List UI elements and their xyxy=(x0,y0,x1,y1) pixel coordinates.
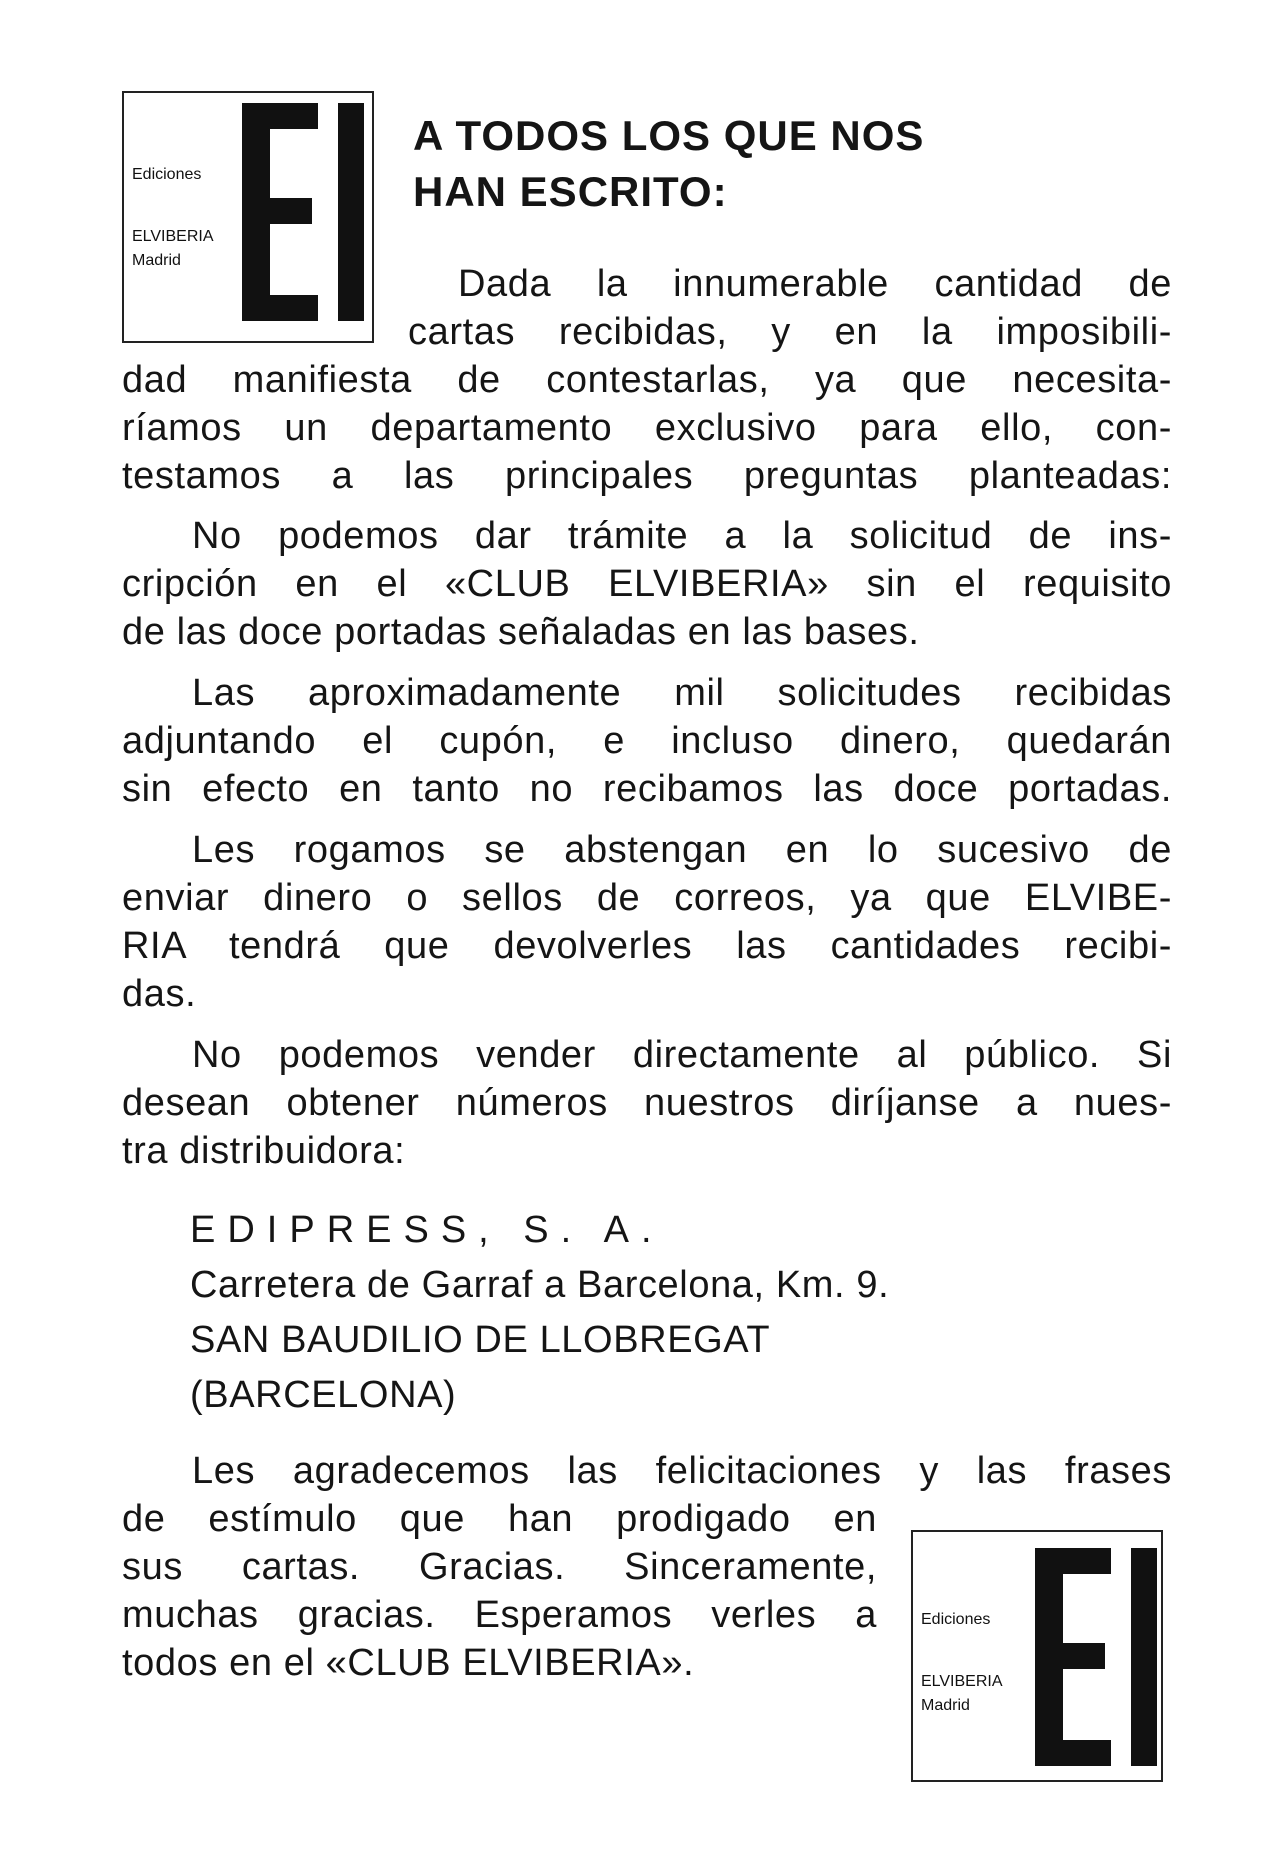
intro-paragraph xyxy=(122,260,1172,500)
sales-paragraph xyxy=(122,1031,1172,1175)
paragraph-line: enviar dinero o sellos de correos, ya que ELVIBE- xyxy=(122,877,1172,919)
paragraph-line: cripción en el «CLUB ELVIBERIA» sin el requisito xyxy=(122,563,1172,605)
paragraph-line: das. xyxy=(122,973,197,1015)
logo-label-elviberia: ELVIBERIA xyxy=(132,228,214,245)
paragraph-line: Las aproximadamente mil solicitudes recibidas xyxy=(192,672,1172,714)
intro-line: cartas recibidas, y en la imposibili- xyxy=(408,311,1172,353)
el-logo-mark-icon xyxy=(1035,1548,1157,1766)
logo-label-ediciones: Ediciones xyxy=(132,166,202,183)
paragraph-line: No podemos vender directamente al público. Si xyxy=(192,1034,1172,1076)
paragraph-line: adjuntando el cupón, e incluso dinero, quedarán xyxy=(122,720,1172,762)
paragraph-line: tra distribuidora: xyxy=(122,1130,406,1172)
paragraph-line: desean obtener números nuestros diríjanse a nues- xyxy=(122,1082,1172,1124)
address-street: Carretera de Garraf a Barcelona, Km. 9. xyxy=(190,1264,890,1306)
intro-line: Dada la innumerable cantidad de xyxy=(458,263,1172,305)
paragraph-line: Les rogamos se abstengan en lo sucesivo de xyxy=(192,829,1172,871)
requests-paragraph xyxy=(122,669,1172,813)
intro-line: ríamos un departamento exclusivo para ello, con- xyxy=(122,407,1172,449)
logo-label-madrid: Madrid xyxy=(132,252,181,269)
paragraph-line: sus cartas. Gracias. Sinceramente, xyxy=(122,1546,877,1588)
money-paragraph xyxy=(122,826,1172,1018)
address-company: EDIPRESS, S. A. xyxy=(190,1209,664,1251)
logo-label-ediciones: Ediciones xyxy=(921,1611,991,1628)
publisher-logo-bottom xyxy=(911,1530,1163,1782)
address-province: (BARCELONA) xyxy=(190,1374,457,1416)
logo-label-elviberia: ELVIBERIA xyxy=(921,1673,1003,1690)
paragraph-line: Les agradecemos las felicitaciones y las frases xyxy=(192,1450,1172,1492)
logo-label-madrid: Madrid xyxy=(921,1697,970,1714)
distributor-address xyxy=(190,1203,889,1423)
title-line-2: HAN ESCRITO: xyxy=(413,168,728,215)
paragraph-line: No podemos dar trámite a la solicitud de ins- xyxy=(192,515,1172,557)
page-title xyxy=(413,108,924,220)
paragraph-line: muchas gracias. Esperamos verles a xyxy=(122,1594,877,1636)
paragraph-line: RIA tendrá que devolverles las cantidades recibi- xyxy=(122,925,1172,967)
title-line-1: A TODOS LOS QUE NOS xyxy=(413,112,925,159)
intro-line: dad manifiesta de contestarlas, ya que necesita- xyxy=(122,359,1172,401)
paragraph-line: de estímulo que han prodigado en xyxy=(122,1498,877,1540)
paragraph-line: de las doce portadas señaladas en las bases. xyxy=(122,611,920,653)
inscription-paragraph xyxy=(122,512,1172,656)
address-city: SAN BAUDILIO DE LLOBREGAT xyxy=(190,1319,771,1361)
intro-line: testamos a las principales preguntas planteadas: xyxy=(122,455,1172,497)
paragraph-line: todos en el «CLUB ELVIBERIA». xyxy=(122,1642,695,1684)
paragraph-line: sin efecto en tanto no recibamos las doce portadas. xyxy=(122,768,1172,810)
